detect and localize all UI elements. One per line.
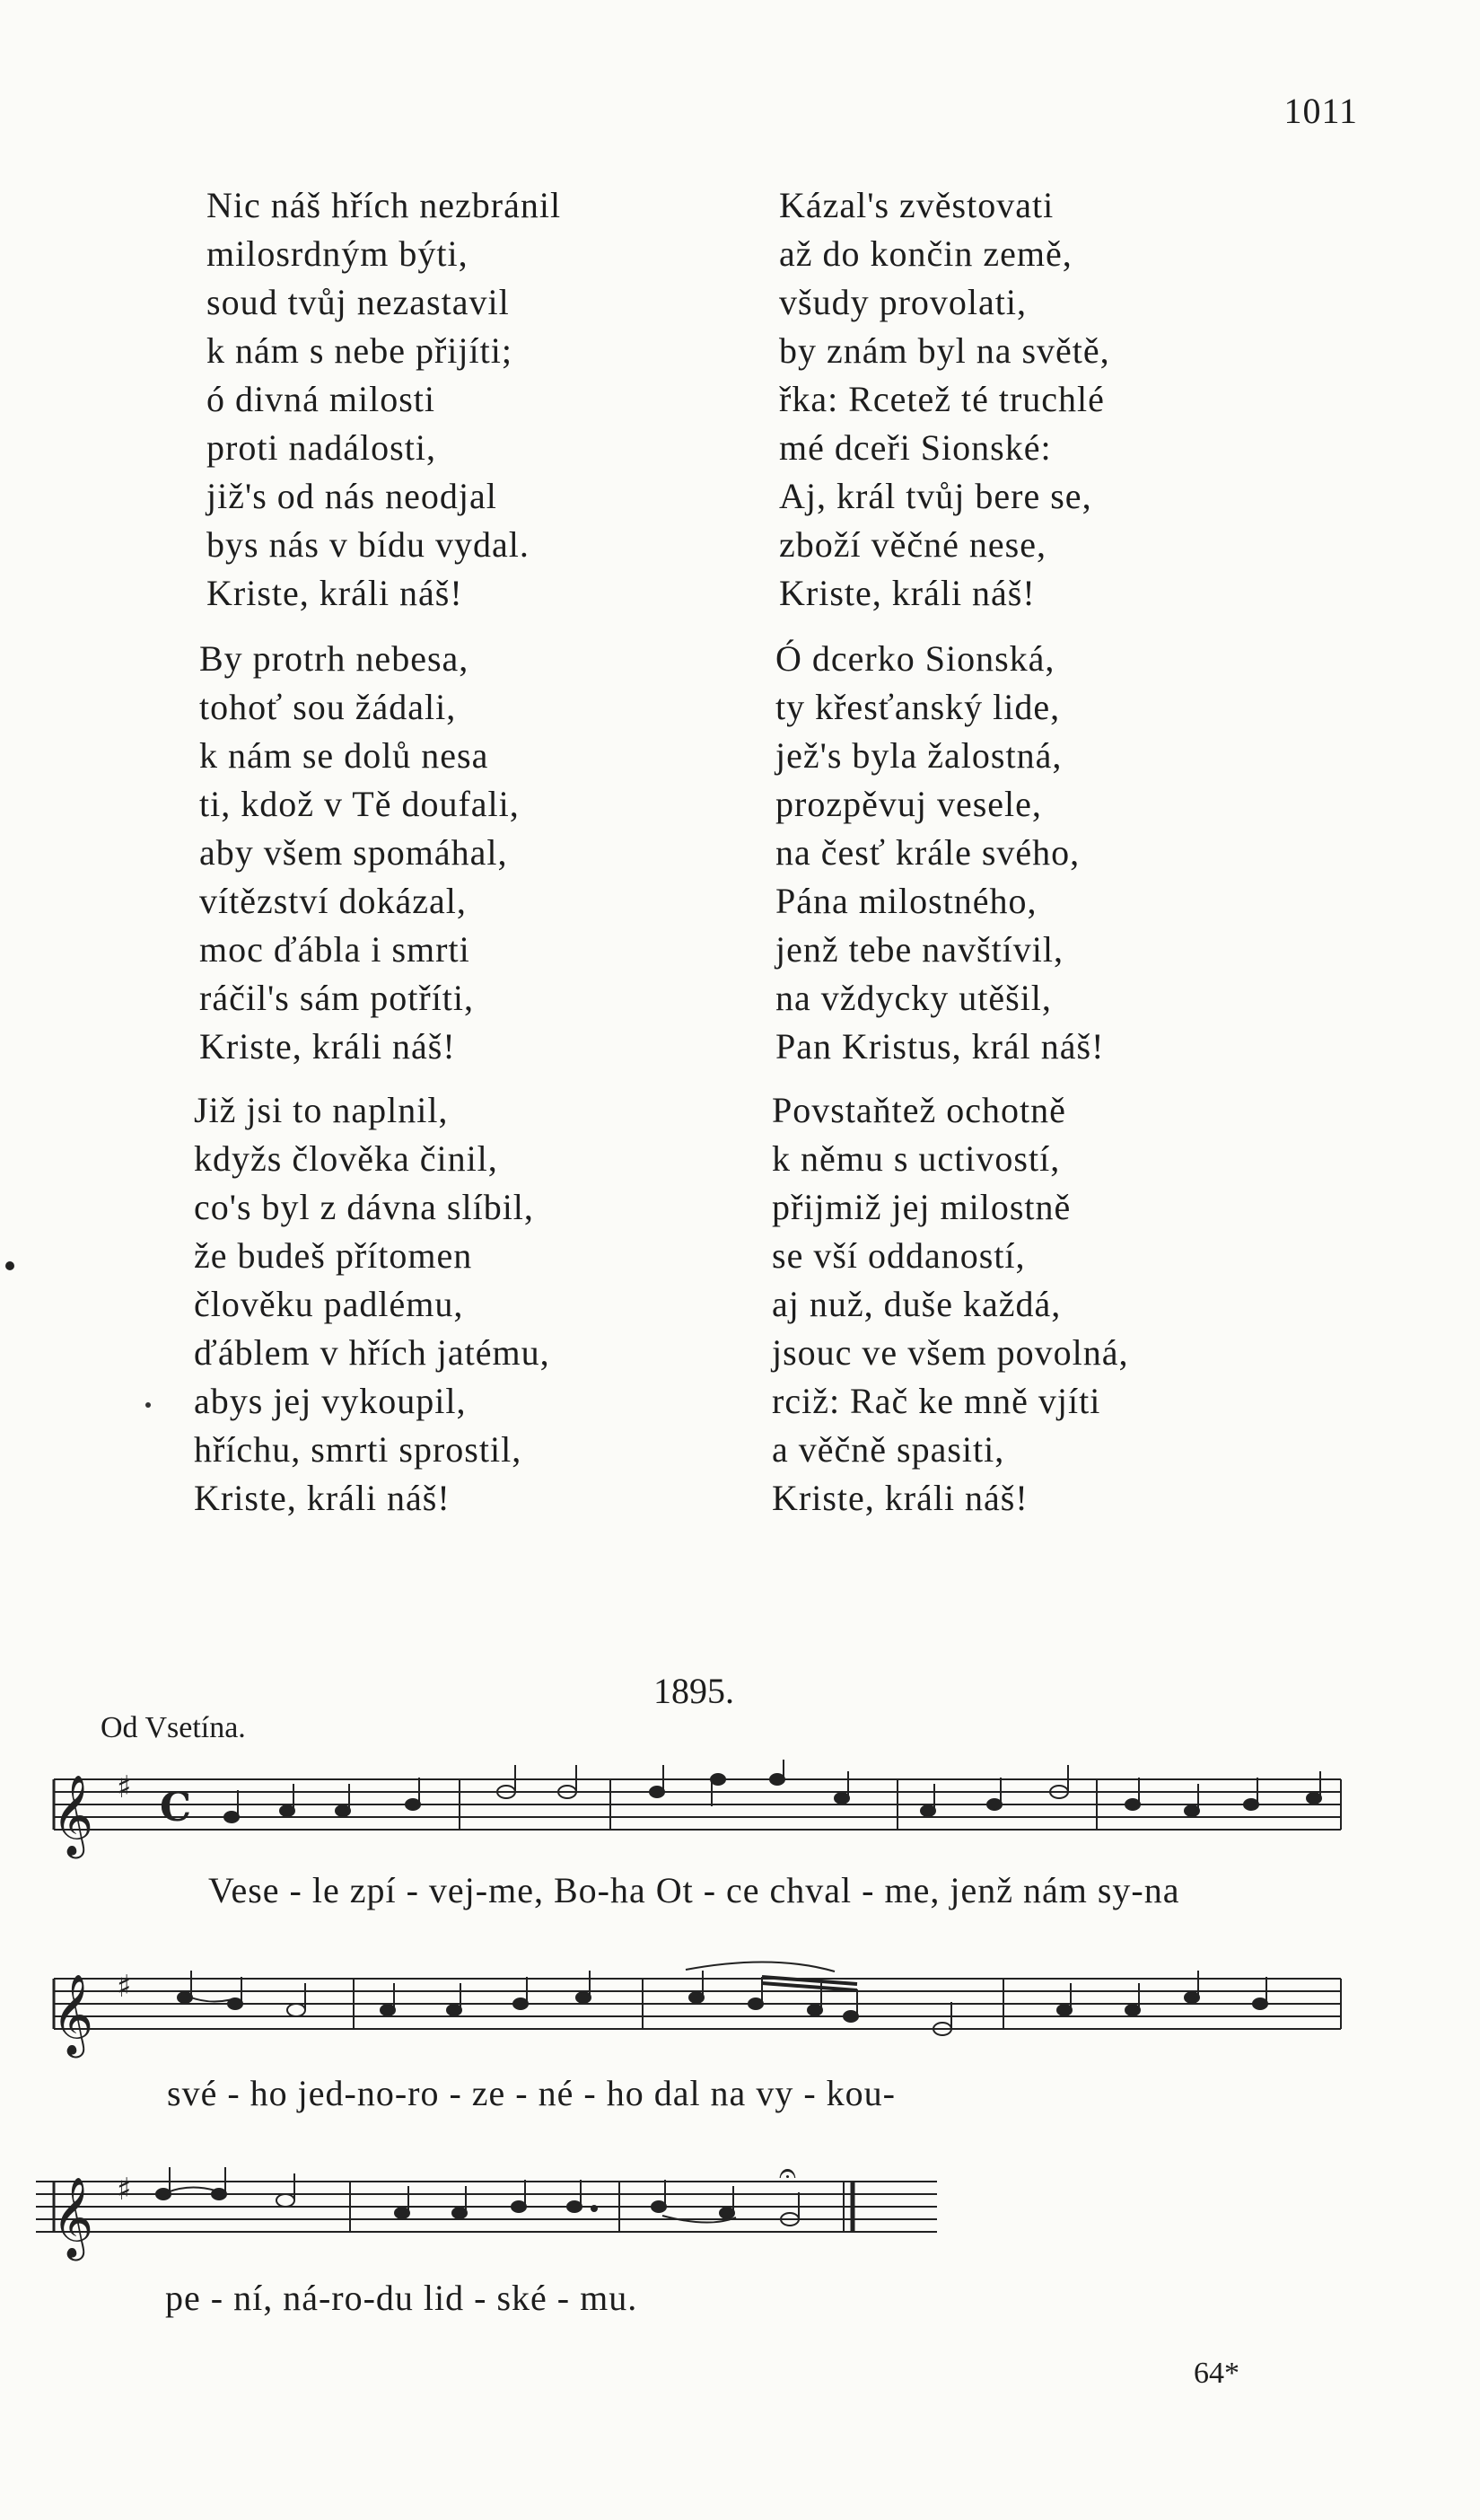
verse-line: Kriste, králi náš! (194, 1478, 451, 1518)
verse-line: mé dceři Sionské: (779, 427, 1052, 468)
music-staff-2 (0, 1959, 1480, 2129)
page-number: 1011 (1283, 91, 1358, 131)
verse-line: Nic náš hřích nezbránil (206, 185, 562, 225)
fermata-icon: 𝄐 (779, 2162, 796, 2191)
verse-line: Pan Kristus, král náš! (775, 1026, 1105, 1067)
treble-clef-icon: 𝄞 (52, 1775, 94, 1856)
staff-notation (0, 1760, 1480, 1867)
verse-line: Již jsi to naplnil, (194, 1090, 449, 1130)
verse-line: By protrh nebesa, (199, 638, 469, 679)
verse-line: k nám se dolů nesa (199, 735, 489, 776)
verse-line: kdyžs člověka činil, (194, 1138, 498, 1179)
music-staff-1 (0, 1760, 1480, 1930)
signature-mark: 64* (1194, 2357, 1239, 2390)
lyrics-line-2: své - ho jed-no-ro - ze - né - ho dal na vy - kou- (167, 2073, 896, 2113)
verse-line: Kriste, králi náš! (772, 1478, 1029, 1518)
verse-line: co's byl z dávna slíbil, (194, 1187, 534, 1227)
verse-line: zboží věčné nese, (779, 524, 1047, 565)
verse-line: Aj, král tvůj bere se, (779, 476, 1092, 516)
verse-line: že budeš přítomen (194, 1235, 473, 1276)
sharp-icon: ♯ (117, 1969, 132, 2005)
verse-line: prozpěvuj vesele, (775, 784, 1042, 824)
verse-line: tohoť sou žádali, (199, 687, 457, 727)
lyrics-line-3: pe - ní, ná-ro-du lid - ské - mu. (165, 2278, 638, 2318)
verse-line: Kriste, králi náš! (199, 1026, 456, 1067)
stanza-1 (206, 181, 561, 618)
stanza-5 (775, 635, 1104, 1071)
verse-line: přijmiž jej milostně (772, 1187, 1072, 1227)
verse-line: ó divná milosti (206, 379, 435, 419)
verse-line: rciž: Rač ke mně vjíti (772, 1381, 1101, 1421)
verse-line: ty křesťanský lide, (775, 687, 1061, 727)
stanza-2 (199, 635, 520, 1071)
verse-line: vítězství dokázal, (199, 881, 467, 921)
verse-line: řka: Rcetež té truchlé (779, 379, 1105, 419)
verse-line: milosrdným býti, (206, 233, 469, 274)
verse-line: ráčil's sám potříti, (199, 978, 475, 1018)
stanza-6 (772, 1086, 1129, 1523)
staff-notation (0, 1959, 1480, 2067)
verse-line: jež's byla žalostná, (775, 735, 1063, 776)
verse-line: všudy provolati, (779, 282, 1027, 322)
song-number: 1895. (653, 1671, 734, 1711)
verse-line: proti nadálosti, (206, 427, 436, 468)
slur-icon (686, 1962, 835, 1971)
treble-clef-icon: 𝄞 (52, 1974, 94, 2055)
common-time-icon: C (160, 1785, 192, 1831)
verse-line: hříchu, smrti sprostil, (194, 1429, 522, 1470)
verse-line: Kriste, králi náš! (779, 573, 1036, 613)
verse-line: Kázal's zvěstovati (779, 185, 1055, 225)
verse-line: Povstaňtež ochotně (772, 1090, 1066, 1130)
margin-dot (5, 1261, 14, 1270)
verse-line: abys jej vykoupil, (194, 1381, 467, 1421)
verse-line: Pána milostného, (775, 881, 1038, 921)
verse-line: se vší oddaností, (772, 1235, 1026, 1276)
verse-line: Ó dcerko Sionská, (775, 638, 1055, 679)
verse-line: na vždycky utěšil, (775, 978, 1052, 1018)
verse-line: na česť krále svého, (775, 832, 1081, 873)
verse-line: ti, kdož v Tě doufali, (199, 784, 520, 824)
stanza-3 (194, 1086, 550, 1523)
verse-line: aby všem spomáhal, (199, 832, 508, 873)
sharp-icon: ♯ (117, 1769, 132, 1805)
treble-clef-icon: 𝄞 (52, 2177, 94, 2258)
verse-line: by znám byl na světě, (779, 330, 1110, 371)
tie-icon (167, 2187, 215, 2192)
verse-line: jenž tebe navštívil, (775, 929, 1064, 970)
verse-line: již's od nás neodjal (206, 476, 497, 516)
verse-line: soud tvůj nezastavil (206, 282, 510, 322)
stanza-4 (779, 181, 1110, 618)
verse-line: ďáblem v hřích jatému, (194, 1332, 550, 1373)
song-origin: Od Vsetína. (101, 1711, 246, 1744)
margin-dot (145, 1402, 151, 1408)
verse-line: a věčně spasiti, (772, 1429, 1005, 1470)
verse-line: až do končin země, (779, 233, 1073, 274)
staff-notation (0, 2162, 1480, 2270)
verse-line: Kriste, králi náš! (206, 573, 463, 613)
verse-line: k němu s uctivostí, (772, 1138, 1061, 1179)
verse-line: jsouc ve všem povolná, (772, 1332, 1129, 1373)
verse-line: moc ďábla i smrti (199, 929, 470, 970)
verse-line: bys nás v bídu vydal. (206, 524, 530, 565)
music-staff-3 (0, 2162, 1480, 2332)
verse-line: k nám s nebe přijíti; (206, 330, 512, 371)
verse-line: člověku padlému, (194, 1284, 464, 1324)
verse-line: aj nuž, duše každá, (772, 1284, 1062, 1324)
sharp-icon: ♯ (117, 2172, 132, 2208)
lyrics-line-1: Vese - le zpí - vej-me, Bo-ha Ot - ce chval - me, jenž nám sy-na (208, 1870, 1180, 1910)
